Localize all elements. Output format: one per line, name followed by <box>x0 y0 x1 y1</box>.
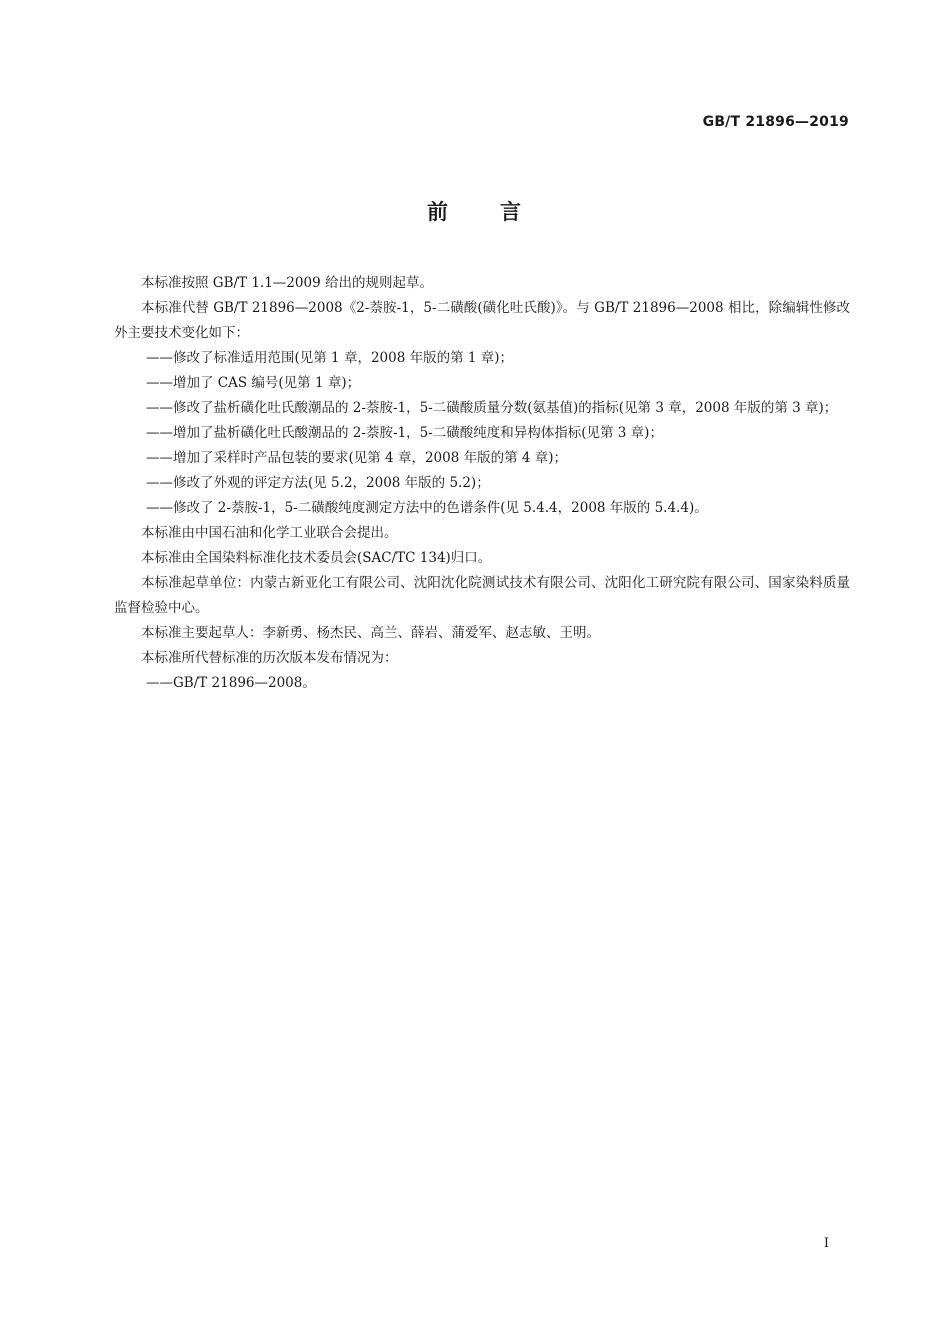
title-char-1: 前 <box>427 200 450 224</box>
title-char-2: 言 <box>500 200 523 224</box>
change-list-item: ——修改了标准适用范围(见第 1 章，2008 年版的第 1 章)； <box>146 350 514 366</box>
standard-code: GB/T 21896—2019 <box>702 114 849 130</box>
paragraph: 本标准按照 GB/T 1.1—2009 给出的规则起草。 <box>141 275 433 291</box>
paragraph: 本标准代替 GB/T 21896—2008《2-萘胺-1，5-二磺酸(磺化吐氏酸)》。与 GB/T 21896—2008 相比，除编辑性修改外主要技术变化如下： <box>114 300 850 341</box>
paragraph: 本标准起草单位：内蒙古新亚化工有限公司、沈阳沈化院测试技术有限公司、沈阳化工研究院有限公司、国家染料质量监督检验中心。 <box>114 575 850 616</box>
change-list-item: ——修改了 2-萘胺-1，5-二磺酸纯度测定方法中的色谱条件(见 5.4.4，2008 年版的 5.4.4)。 <box>146 500 708 516</box>
change-list-item: ——增加了盐析磺化吐氏酸潮品的 2-萘胺-1，5-二磺酸纯度和异构体指标(见第 3 章)； <box>146 425 663 441</box>
version-history-item: ——GB/T 21896—2008。 <box>146 675 316 691</box>
page-title <box>0 196 950 226</box>
change-list-item: ——增加了采样时产品包装的要求(见第 4 章，2008 年版的第 4 章)； <box>146 450 568 466</box>
paragraph: 本标准所代替标准的历次版本发布情况为： <box>141 650 398 666</box>
change-list-item: ——修改了盐析磺化吐氏酸潮品的 2-萘胺-1，5-二磺酸质量分数(氨基值)的指标(见第 3 章，2008 年版的第 3 章)； <box>146 400 838 416</box>
change-list-item: ——修改了外观的评定方法(见 5.2，2008 年版的 5.2)； <box>146 475 490 491</box>
change-list-item: ——增加了 CAS 编号(见第 1 章)； <box>146 375 361 391</box>
paragraph: 本标准由全国染料标准化技术委员会(SAC/TC 134)归口。 <box>141 550 492 566</box>
paragraph: 本标准主要起草人：李新勇、杨杰民、高兰、薛岩、蒲爱军、赵志敏、王明。 <box>141 625 600 641</box>
foreword-body <box>114 271 850 696</box>
paragraph: 本标准由中国石油和化学工业联合会提出。 <box>141 525 398 541</box>
page-number: I <box>823 1236 829 1251</box>
